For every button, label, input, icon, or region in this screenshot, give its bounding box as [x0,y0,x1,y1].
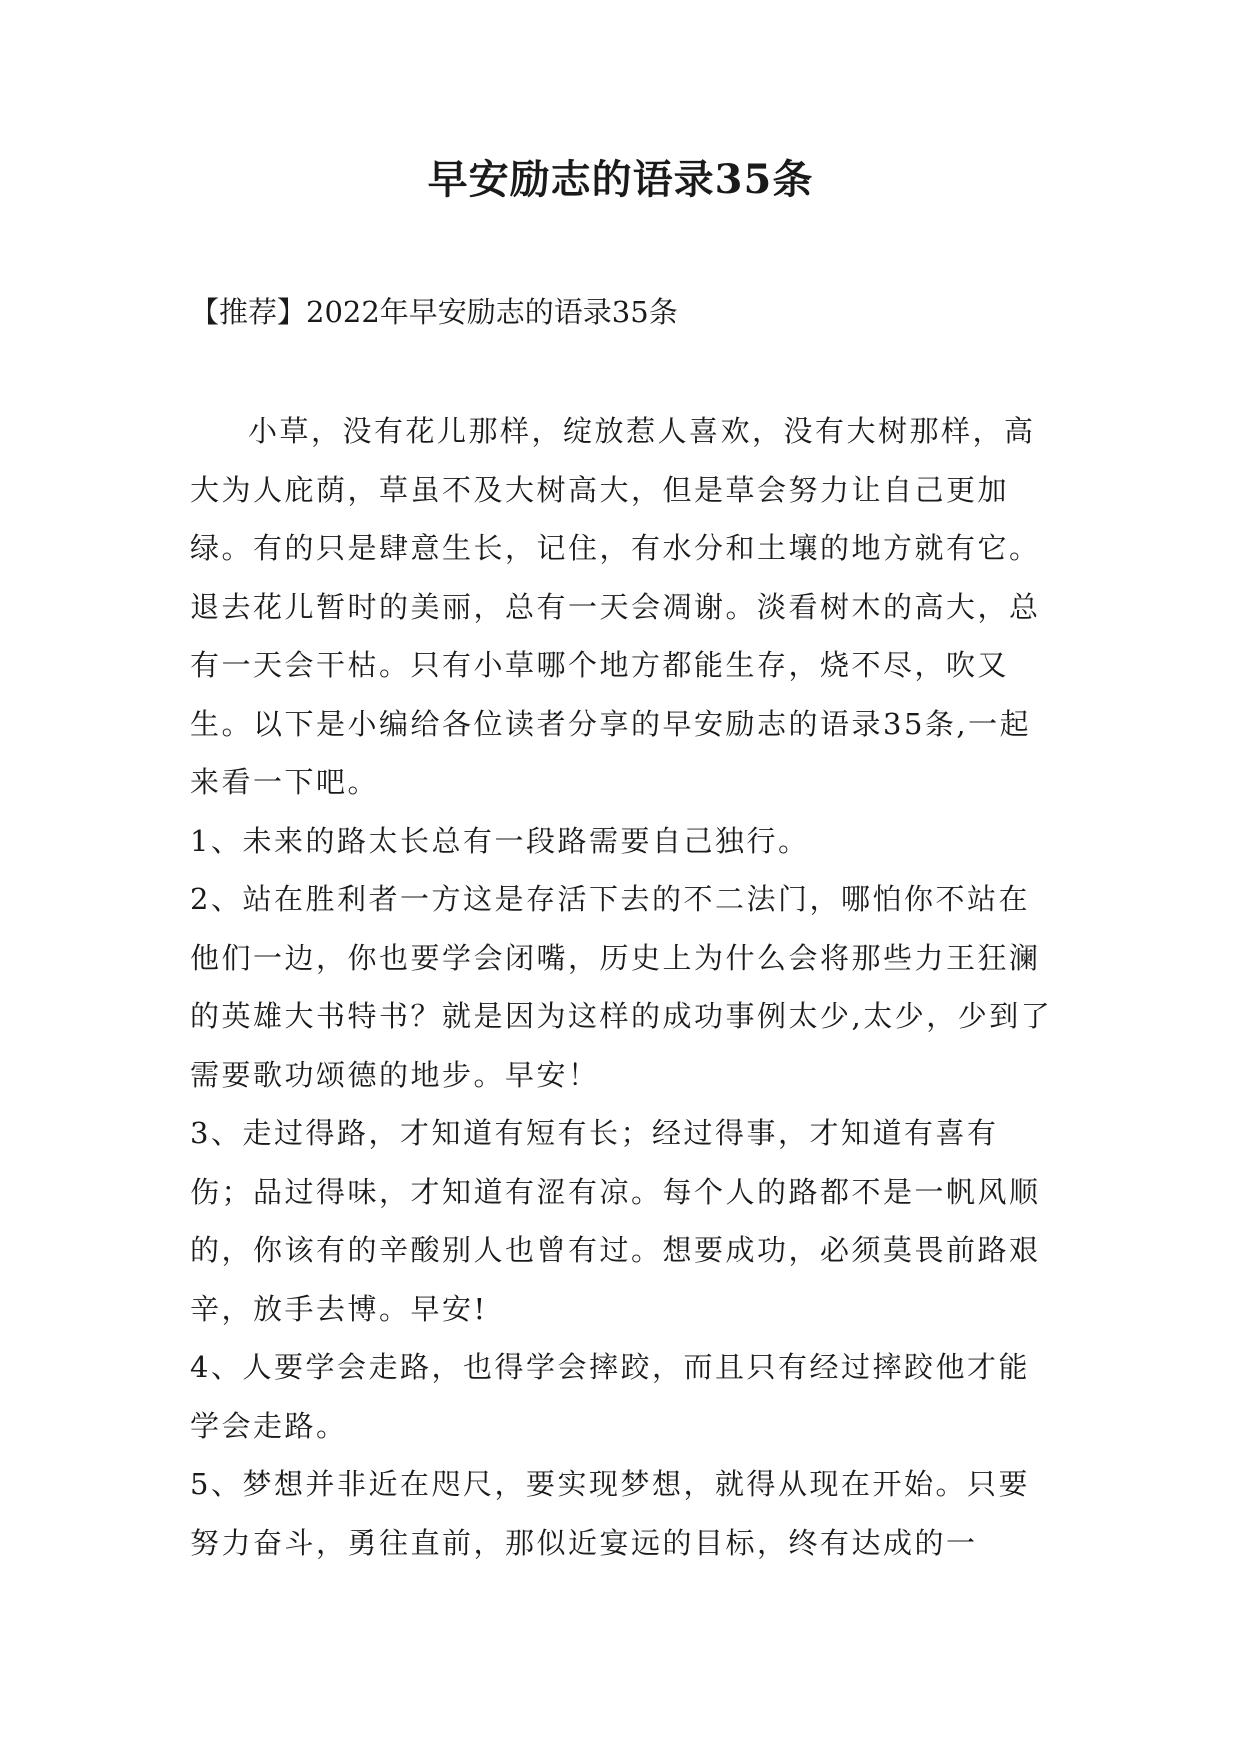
page-title: 早安励志的语录35条 [427,156,814,203]
list-item: 4、人要学会走路，也得学会摔跤，而且只有经过摔跤他才能学会走路。 [190,1350,1030,1443]
document-subtitle: 【推荐】2022年早安励志的语录35条 [190,295,678,329]
document-body [190,402,1060,1572]
list-item: 2、站在胜利者一方这是存活下去的不二法门，哪怕你不站在他们一边，你也要学会闭嘴，历史上为什么会将那些力王狂澜的英雄大书特书？就是因为这样的成功事例太少,太少，少到了需要歌功颂德的地步。早安！ [190,882,1053,1092]
list-item: 3、走过得路，才知道有短有长；经过得事，才知道有喜有伤；品过得味，才知道有涩有凉。每个人的路都不是一帆风顺的，你该有的辛酸别人也曾有过。想要成功，必须莫畏前路艰辛，放手去博。早安! [190,1116,1041,1326]
intro-paragraph: 小草，没有花儿那样，绽放惹人喜欢，没有大树那样，高大为人庇荫，草虽不及大树高大，但是草会努力让自己更加绿。有的只是肆意生长，记住，有水分和土壤的地方就有它。退去花儿暂时的美丽，总有一天会凋谢。淡看树木的高大，总有一天会干枯。只有小草哪个地方都能生存，烧不尽，吹又生。以下是小编给各位读者分享的早安励志的语录35条,一起来看一下吧。 [190,414,1041,799]
list-item: 1、未来的路太长总有一段路需要自己独行。 [190,823,810,858]
list-item: 5、梦想并非近在咫尺，要实现梦想，就得从现在开始。只要努力奋斗，勇往直前，那似近宴远的目标，终有达成的一 [190,1467,1030,1560]
